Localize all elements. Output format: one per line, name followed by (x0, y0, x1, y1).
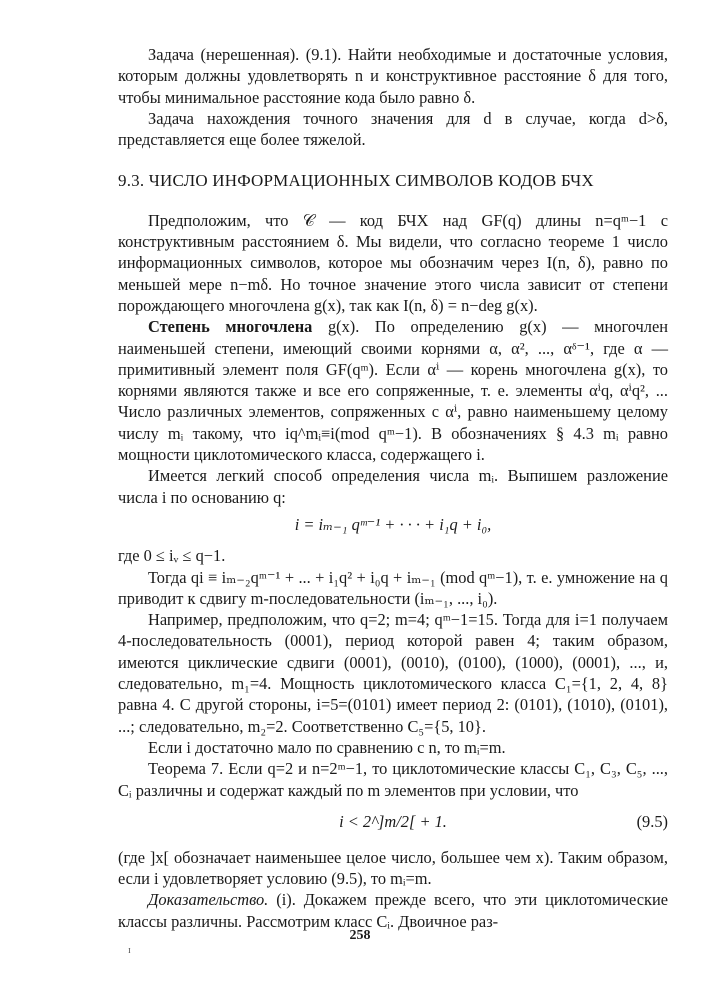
section-title: 9.3. ЧИСЛО ИНФОРМАЦИОННЫХ СИМВОЛОВ КОДОВ БЧХ (118, 171, 594, 191)
page-number: 258 (349, 928, 371, 943)
equation-number: (9.5) (636, 811, 668, 831)
paragraph-example: Например, предположим, что q=2; m=4; qᵐ−1=15. Тогда для i=1 получаем 4-последовательность (0001), период которой равен 4; таким образом, имеются циклические сдвиги (0001), (0010), (0100), (1000), (0001), ..., и, следовательно, m₁=4. Мощность циклотомического класса C₁={1, 2, 4, 8} равна 4. С другой стороны, i=5=(0101) имеет период 2: (0101), (1010), (0101), ...; следовательно, m₂=2. Соответственно C₅={5, 10}. (118, 610, 668, 736)
paragraph-problem-note: Задача нахождения точного значения для d в случае, когда d>δ, представляется еще более тяжелой. (118, 108, 668, 150)
paragraph-problem: Задача (нерешенная). (9.1). Найти необходимые и достаточные условия, которым должны удовлетворять n и конструктивное расстояние δ для того, чтобы минимальное расстояние кода было равно δ. (118, 45, 668, 107)
paragraph-method: Имеется легкий способ определения числа mᵢ. Выпишем разложение числа i по основанию q: (118, 466, 668, 507)
margin-mark: ɪ (128, 945, 131, 956)
paragraph-small-i: Если i достаточно мало по сравнению с n, то mᵢ=m. (148, 737, 506, 757)
proof-text: (i). Докажем прежде всего, что эти циклотомические классы различны. Рассмотрим класс Cᵢ. Двоичное раз- (118, 890, 668, 931)
paragraph-intro: Предположим, что 𝒞 — код БЧХ над GF(q) длины n=qᵐ−1 с конструктивным расстоянием δ. Мы видели, что согласно теореме 1 число информационных символов, которое мы обозначим через I(n, δ), равно по меньшей мере n−mδ. Но точное значение этого числа зависит от степени порождающего многочлена g(x), так как I(n, δ) = n−deg g(x). (118, 210, 668, 315)
proof-heading: Доказательство. (148, 890, 269, 910)
paragraph-shift: Тогда qi ≡ iₘ₋₂qᵐ⁻¹ + ... + i₁q² + i₀q + iₘ₋₁ (mod qᵐ−1), т. е. умножение на q приводит к сдвигу m-последовательности (iₘ₋₁, ..., i₀). (118, 567, 668, 608)
formula-condition (118, 811, 668, 835)
paragraph-ceiling-note: (где ]x[ обозначает наименьшее целое число, большее чем x). Таким образом, если i удовлетворяет условию (9.5), то mᵢ=m. (118, 847, 668, 889)
formula-expansion: i = iₘ₋₁ qᵐ⁻¹ + · · · + i₁q + i₀, (294, 514, 492, 534)
paragraph-degree-text: g(x). По определению g(x) — многочлен наименьшей степени, имеющий своими корнями α, α², ..., αᵟ⁻¹, где α — примитивный элемент поля GF(qᵐ). Если αⁱ — корень многочлена g(x), то корнями являются также и все его сопряженные, т. е. элементы αⁱq, αⁱq², ... Число различных элементов, сопряженных с αⁱ, равно наименьшему целому числу mᵢ такому, что iq^mᵢ≡i(mod qᵐ−1). В обозначениях § 4.3 mᵢ равно мощности циклотомического класса, содержащего i. (118, 317, 668, 465)
paragraph-theorem: Теорема 7. Если q=2 и n=2ᵐ−1, то циклотомические классы C₁, C₃, C₅, ..., Cᵢ различны и содержат каждый по m элементов при условии, что (118, 759, 668, 800)
paragraph-degree (118, 316, 668, 465)
paragraph-degree-heading: Степень многочлена (148, 317, 313, 337)
paragraph-digit-range: где 0 ≤ iᵥ ≤ q−1. (118, 546, 226, 566)
formula-condition-text: i < 2^]m/2[ + 1. (339, 811, 447, 831)
